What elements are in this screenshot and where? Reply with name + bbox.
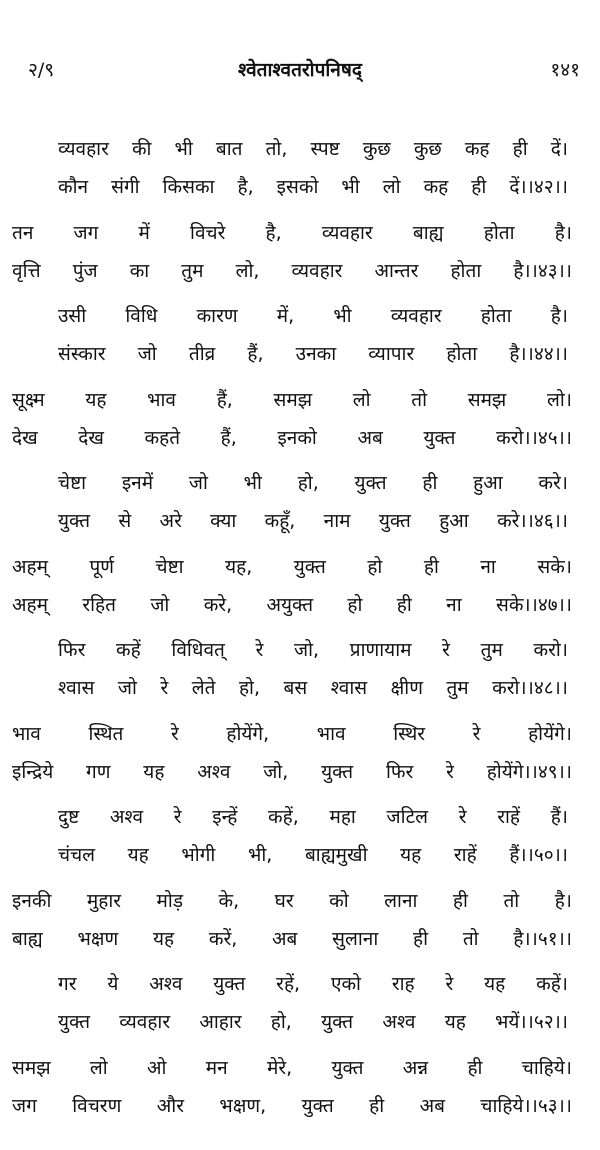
verse-block [0,130,600,1132]
verse-line: तन जग में विचरे है, व्यवहार बाह्य होता है। [12,221,572,244]
verse-44 [0,297,600,381]
verse-51 [0,882,600,966]
verse-line: उसी विधि कारण में, भी व्यवहार होता है। [58,305,568,327]
verse-line: सूक्ष्म यह भाव हैं, समझ लो तो समझ लो। [12,388,572,411]
verse-line: वृत्ति पुंज का तुम लो, व्यवहार आन्तर होता है।।४३।। [12,259,572,282]
verse-line: गर ये अश्व युक्त रहें, एको राह रे यह कहें। [58,973,568,995]
verse-line: अहम् पूर्ण चेष्टा यह, युक्त हो ही ना सके। [12,555,572,578]
verse-49 [0,715,600,799]
verse-line: बाह्य भक्षण यह करें, अब सुलाना ही तो है।।५१।। [12,927,572,950]
verse-53 [0,1049,600,1133]
verse-42 [0,130,600,214]
verse-line: जग विचरण और भक्षण, युक्त ही अब चाहिये।।५३।। [12,1094,572,1117]
page-header [0,56,600,86]
verse-line: फिर कहें विधिवत् रे जो, प्राणायाम रे तुम करो। [58,639,568,661]
page-number: १४१ [550,59,580,81]
verse-line: श्वास जो रे लेते हो, बस श्वास क्षीण तुम करो।।४८।। [58,677,568,699]
verse-line: इनकी मुहार मोड़ के, घर को लाना ही तो है। [12,889,572,912]
verse-46 [0,464,600,548]
verse-line: भाव स्थित रे होयेंगे, भाव स्थिर रे होयेंगे। [12,722,572,745]
verse-line: अहम् रहित जो करे, अयुक्त हो ही ना सके।।४७।। [12,593,572,616]
verse-line: दुष्ट अश्व रे इन्हें कहें, महा जटिल रे राहें हैं। [58,806,568,828]
verse-line: व्यवहार की भी बात तो, स्पष्ट कुछ कुछ कह ही दें। [58,138,568,160]
verse-43 [0,214,600,298]
running-title: श्वेताश्वतरोपनिषद् [238,59,362,81]
verse-line: युक्त से अरे क्या कहूँ, नाम युक्त हुआ करे।।४६।। [58,510,568,532]
verse-line: चेष्टा इनमें जो भी हो, युक्त ही हुआ करे। [58,472,568,494]
verse-line: समझ लो ओ मन मेरे, युक्त अन्न ही चाहिये। [12,1056,572,1079]
verse-45 [0,381,600,465]
chapter-verse-marker: २/९ [28,59,55,81]
verse-48 [0,631,600,715]
verse-line: कौन संगी किसका है, इसको भी लो कह ही दें।।४२।। [58,176,568,198]
verse-line: संस्कार जो तीव्र हैं, उनका व्यापार होता है।।४४।। [58,343,568,365]
verse-47 [0,548,600,632]
verse-line: इन्द्रिये गण यह अश्व जो, युक्त फिर रे होयेंगे।।४९।। [12,760,572,783]
verse-52 [0,965,600,1049]
verse-50 [0,798,600,882]
verse-line: चंचल यह भोगी भी, बाह्यमुखी यह राहें हैं।।५०।। [58,844,568,866]
verse-line: युक्त व्यवहार आहार हो, युक्त अश्व यह भयें।।५२।। [58,1011,568,1033]
verse-line: देख देख कहते हैं, इनको अब युक्त करो।।४५।। [12,426,572,449]
